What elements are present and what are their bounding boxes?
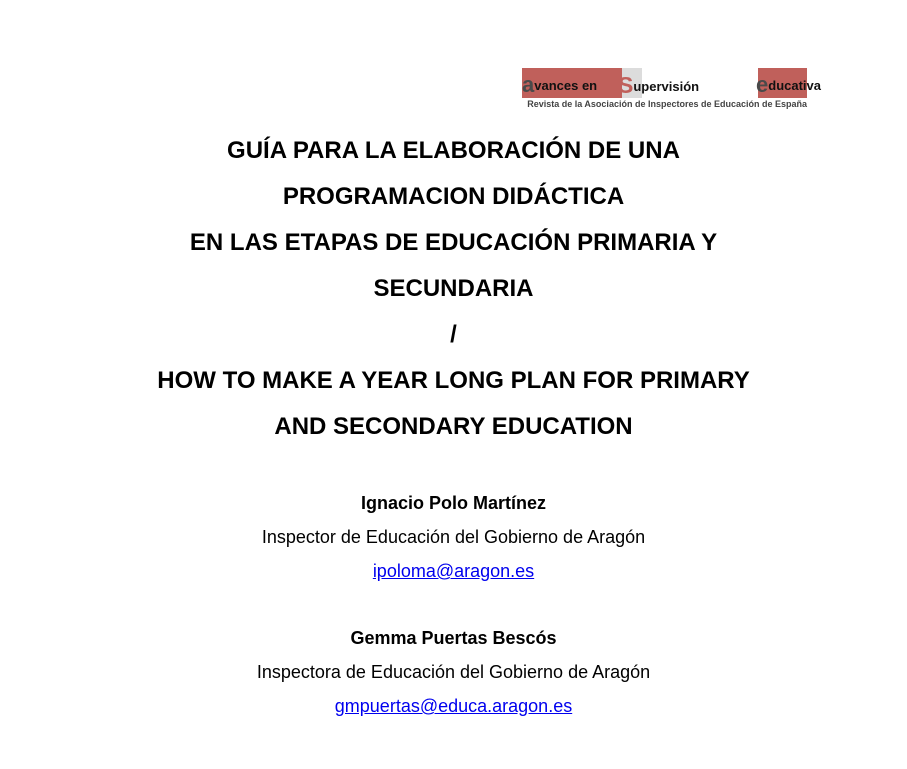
author-name: Gemma Puertas Bescós <box>350 628 557 648</box>
author-email-link[interactable]: ipoloma@aragon.es <box>372 561 535 581</box>
logo-word-educativa <box>756 73 821 98</box>
logo-initial-s: S <box>618 72 634 98</box>
logo-word-avances <box>522 73 597 98</box>
title-line: HOW TO MAKE A YEAR LONG PLAN FOR PRIMARY <box>157 367 750 394</box>
author-email-link[interactable]: gmpuertas@educa.aragon.es <box>334 696 573 716</box>
author-affiliation: Inspector de Educación del Gobierno de Aragón <box>261 527 646 547</box>
title-line: GUÍA PARA LA ELABORACIÓN DE UNA <box>227 137 680 164</box>
logo-word-supervision <box>618 73 699 99</box>
title-line: SECUNDARIA <box>373 275 534 302</box>
title-line: EN LAS ETAPAS DE EDUCACIÓN PRIMARIA Y <box>189 229 718 256</box>
logo-text-avances: vances en <box>534 78 598 93</box>
author-block <box>40 486 867 588</box>
logo-initial-e: e <box>756 72 769 97</box>
author-block <box>40 621 867 723</box>
author-affiliation: Inspectora de Educación del Gobierno de Aragón <box>256 662 651 682</box>
title-line: AND SECONDARY EDUCATION <box>274 413 633 440</box>
logo-initial-a: a <box>522 72 535 97</box>
paper-title <box>40 128 867 450</box>
journal-logo <box>484 68 821 114</box>
title-line: PROGRAMACION DIDÁCTICA <box>282 183 625 210</box>
title-separator: / <box>450 321 457 348</box>
journal-subtitle: Revista de la Asociación de Inspectores de Educación de España <box>527 99 807 109</box>
logo-text-supervision: upervisión <box>633 79 700 94</box>
logo-text-educativa: ducativa <box>768 78 821 93</box>
author-name: Ignacio Polo Martínez <box>360 493 547 513</box>
